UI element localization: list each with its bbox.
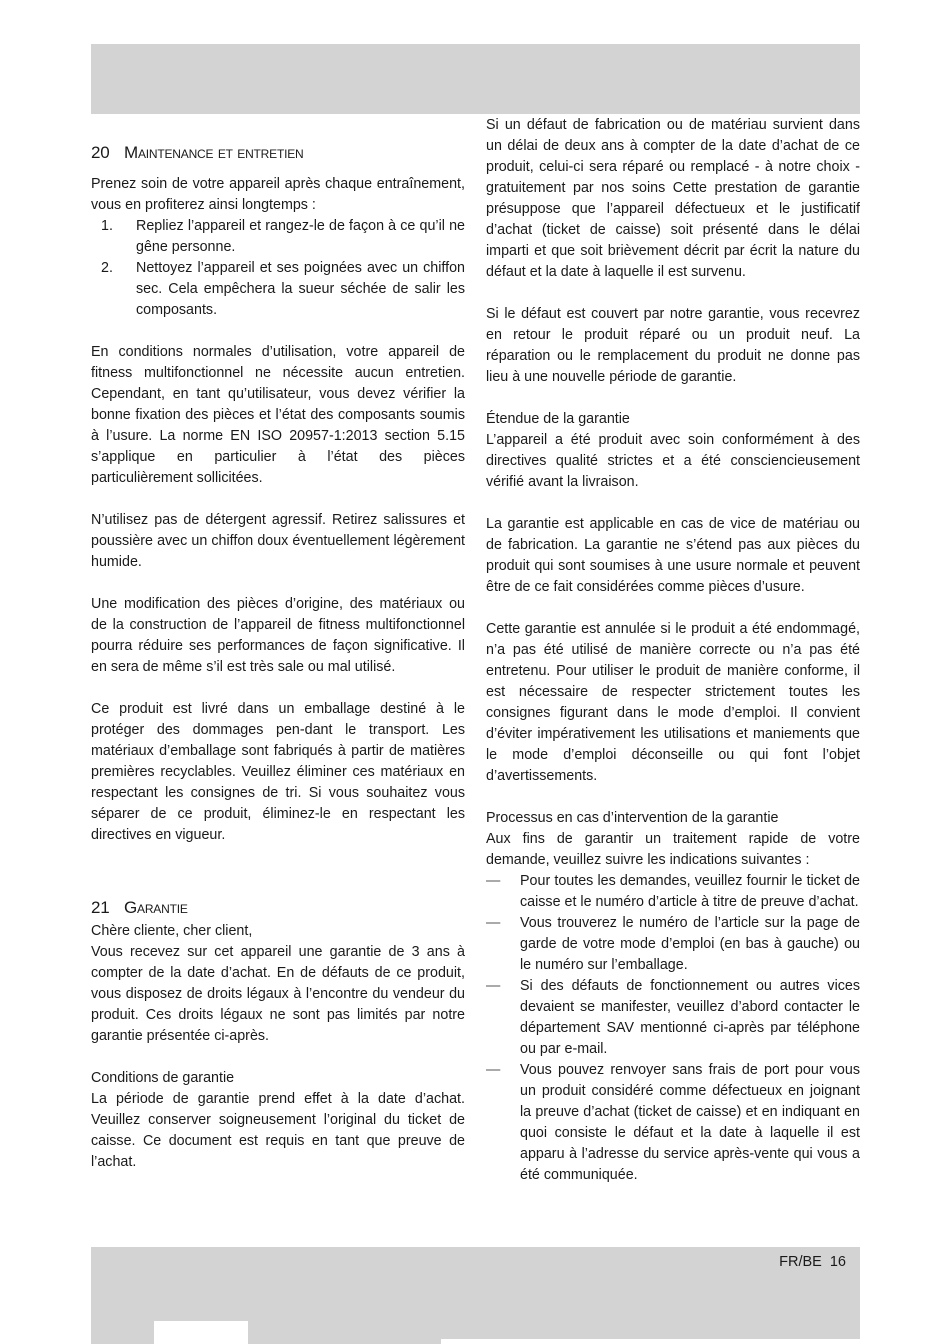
paragraph-applicable: La garantie est applicable en cas de vice de matériau ou de fabrication. La garantie ne s’étend pas aux pièces du produit qui sont soumises à une usure normale et peuvent être de ce fait considérées comme pièces d’usure. [486, 516, 860, 595]
dash-marker: — [486, 915, 501, 931]
paragraph-conditions-text: La période de garantie prend effet à la date d’achat. Veuillez conserver soigneusement l’original du ticket de caisse. Ce document est requis en tant que preuve de l’achat. [91, 1091, 465, 1170]
page-number: FR/BE 16 [779, 1254, 846, 1270]
footer-strip [441, 1339, 860, 1344]
section-title: Maintenance et entretien [124, 143, 304, 162]
maintenance-steps [91, 216, 465, 321]
paragraph-process-intro: Aux fins de garantir un traitement rapide de votre demande, veuillez suivre les indications suivantes : [486, 831, 860, 868]
header-bar [91, 44, 860, 114]
list-item [486, 913, 860, 976]
paragraph-void: Cette garantie est annulée si le produit a été endommagé, n’a pas été utilisé de manière correcte ou n’a pas été entretenu. Pour utiliser le produit de manière conforme, il est nécessaire de respecter strictement toutes les consignes figurant dans le mode d’emploi. Il convient d’éviter impérativement les utilisations et maniements que le mode d’emploi déconseille ou qui font l’objet d’avertissements. [486, 621, 860, 784]
subheading-scope: Étendue de la garantie [486, 411, 630, 427]
salutation: Chère cliente, cher client, [91, 923, 253, 939]
right-column [486, 115, 860, 1186]
dash-marker: — [486, 1062, 501, 1078]
section-title: Garantie [124, 898, 188, 917]
left-column [91, 142, 465, 1173]
subheading-conditions: Conditions de garantie [91, 1070, 235, 1086]
section-heading-maintenance [91, 142, 465, 163]
paragraph-scope: L’appareil a été produit avec soin conformément à des directives qualité strictes et a été consciencieusement vérifié avant la livraison. [486, 432, 860, 490]
list-item [486, 1060, 860, 1186]
subheading-process: Processus en cas d’intervention de la garantie [486, 810, 779, 826]
list-marker: 2. [101, 260, 113, 276]
list-item-text: Si des défauts de fonctionnement ou autres vices devaient se manifester, veuillez d’abord contacter le département SAV mentionné ci-après par téléphone ou par e-mail. [520, 978, 860, 1057]
section-number: 21 [91, 898, 110, 917]
dash-marker: — [486, 873, 501, 889]
paragraph-detergent: N’utilisez pas de détergent agressif. Retirez salissures et poussière avec un chiffon doux éventuellement légèrement humide. [91, 512, 465, 570]
list-item-text: Vous trouverez le numéro de l’article sur la page de garde de votre mode d’emploi (en bas à gauche) ou le numéro sur l’emballage. [520, 915, 860, 973]
footer-tab [154, 1321, 248, 1344]
paragraph-conditions: En conditions normales d’utilisation, votre appareil de fitness multifonctionnel ne nécessite aucun entretien. Cependant, en tant qu’utilisateur, vous devez vérifier la bonne fixation des pièces et l’état des composants soumis à l’usure. La norme EN ISO 20957-1:2013 section 5.15 s’applique en particulier à l’état des pièces particulièrement sollicitées. [91, 344, 465, 486]
dash-marker: — [486, 978, 501, 994]
footer-bar [91, 1247, 860, 1344]
list-item [91, 216, 465, 258]
list-item [486, 871, 860, 913]
paragraph-covered: Si le défaut est couvert par notre garantie, vous recevrez en retour le produit réparé ou un produit neuf. La réparation ou le remplacement du produit ne donne pas lieu à une nouvelle période de garantie. [486, 306, 860, 385]
paragraph-packaging: Ce produit est livré dans un emballage destiné à le protéger des dommages pen-dant le transport. Les matériaux d’emballage sont fabriqués à partir de matières premières recyclables. Veuillez éliminer ces matériaux en respectant les consignes de tri. Si vous souhaitez vous séparer de ce produit, éliminez-le en respectant les directives en vigueur. [91, 701, 465, 843]
list-item-text: Vous pouvez renvoyer sans frais de port pour vous un produit considéré comme défectueux en joignant la preuve d’achat (ticket de caisse) et en indiquant en quoi consiste le défaut et la date à laquelle il est apparu à l’adresse du service après-vente qui vous a été communiquée. [520, 1062, 860, 1183]
list-item-text: Repliez l’appareil et rangez-le de façon à ce qu’il ne gêne personne. [136, 218, 465, 255]
section-number: 20 [91, 143, 110, 162]
section-heading-garantie [91, 897, 465, 918]
maintenance-intro: Prenez soin de votre appareil après chaque entraînement, vous en profiterez ainsi longtemps : [91, 176, 465, 213]
list-item [91, 258, 465, 321]
process-list [486, 871, 860, 1186]
list-item [486, 976, 860, 1060]
paragraph-modification: Une modification des pièces d’origine, des matériaux ou de la construction de l’appareil de fitness multifonctionnel pourra réduire ses performances de façon significative. Il en sera de même s’il est très sale ou mal utilisé. [91, 596, 465, 675]
list-item-text: Nettoyez l’appareil et ses poignées avec un chiffon sec. Cela empêchera la sueur séchée de salir les composants. [136, 260, 465, 318]
paragraph-defect: Si un défaut de fabrication ou de matériau survient dans un délai de deux ans à compter de la date d’achat de ce produit, celui-ci sera réparé ou remplacé - à notre choix - gratuitement par nos soins Cette prestation de garantie présuppose que l’appareil défectueux et le justificatif d’achat (ticket de caisse) soit présenté dans le délai imparti et que soit brièvement décrit par écrit la nature du défaut et la date à laquelle il est survenu. [486, 117, 860, 280]
paragraph-warranty-intro: Vous recevez sur cet appareil une garantie de 3 ans à compter de la date d’achat. En de défauts de ce produit, vous disposez de droits légaux à l’encontre du vendeur du produit. Ces droits légaux ne sont pas limités par notre garantie présentée ci-après. [91, 944, 465, 1044]
list-marker: 1. [101, 218, 113, 234]
list-item-text: Pour toutes les demandes, veuillez fournir le ticket de caisse et le numéro d’article à titre de preuve d’achat. [520, 873, 860, 910]
